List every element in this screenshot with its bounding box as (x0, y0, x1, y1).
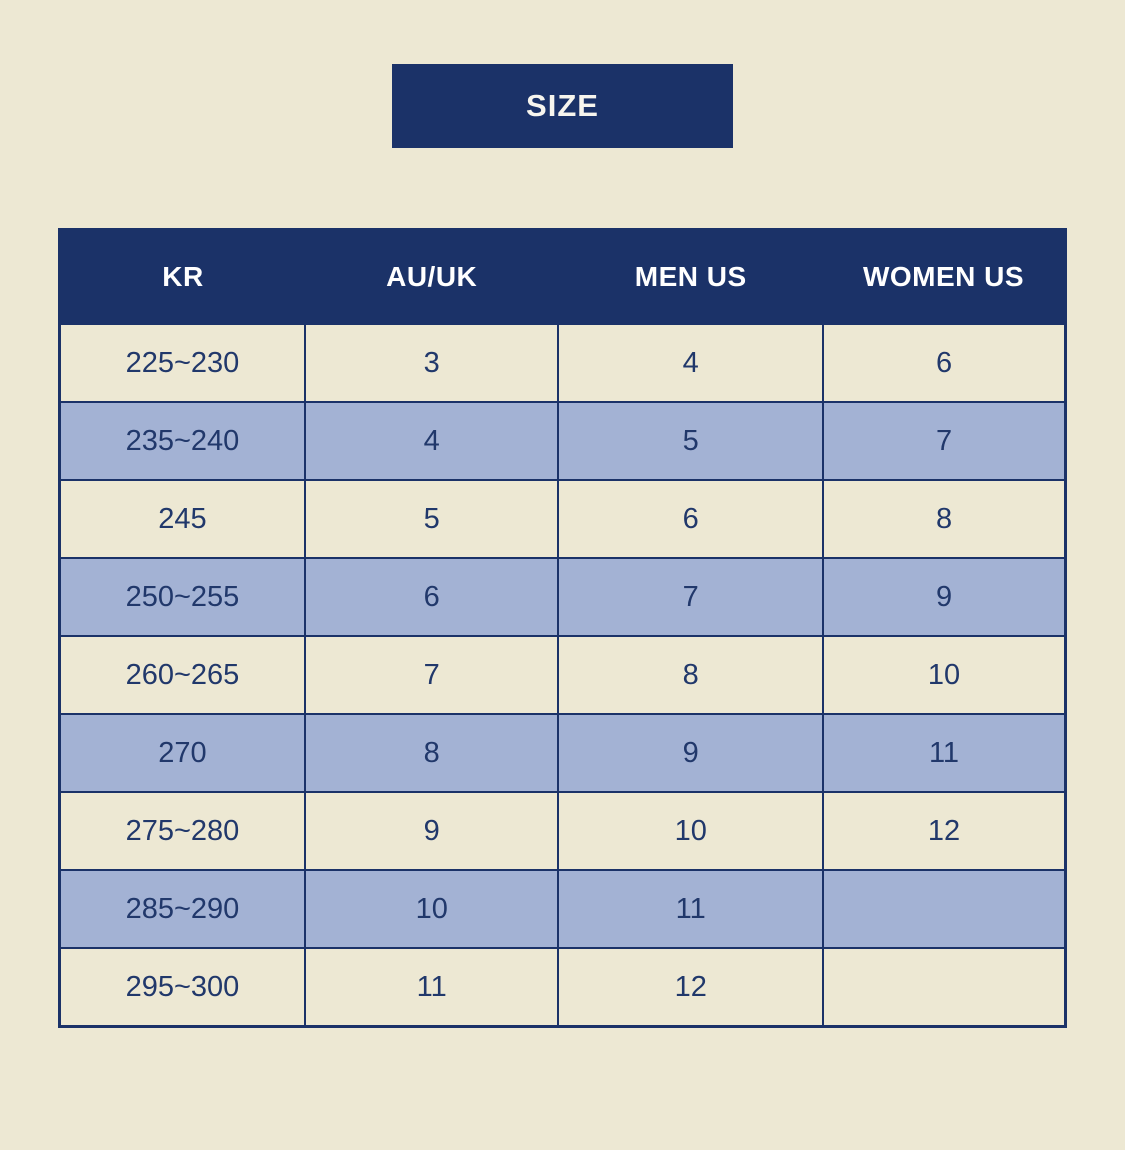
page-title: SIZE (526, 88, 599, 123)
header-cell-kr: KR (60, 230, 305, 325)
table-header-row (60, 230, 1066, 325)
cell-kr: 295~300 (60, 948, 305, 1027)
cell-men-us: 4 (558, 324, 823, 402)
cell-kr: 285~290 (60, 870, 305, 948)
cell-men-us: 10 (558, 792, 823, 870)
size-conversion-table (58, 228, 1067, 1028)
cell-auuk: 5 (305, 480, 559, 558)
table-row (60, 402, 1066, 480)
cell-auuk: 9 (305, 792, 559, 870)
cell-auuk: 6 (305, 558, 559, 636)
table-row (60, 480, 1066, 558)
cell-men-us: 5 (558, 402, 823, 480)
header-cell-women-us: WOMEN US (823, 230, 1065, 325)
cell-men-us: 6 (558, 480, 823, 558)
cell-women-us: 6 (823, 324, 1065, 402)
table-row (60, 948, 1066, 1027)
cell-women-us: 9 (823, 558, 1065, 636)
table-row (60, 324, 1066, 402)
size-table-container (58, 228, 1067, 1028)
cell-auuk: 4 (305, 402, 559, 480)
size-title-box (392, 64, 733, 148)
cell-men-us: 11 (558, 870, 823, 948)
cell-men-us: 8 (558, 636, 823, 714)
header-cell-auuk: AU/UK (305, 230, 559, 325)
cell-auuk: 8 (305, 714, 559, 792)
cell-auuk: 3 (305, 324, 559, 402)
cell-kr: 245 (60, 480, 305, 558)
cell-kr: 275~280 (60, 792, 305, 870)
cell-men-us: 9 (558, 714, 823, 792)
cell-kr: 225~230 (60, 324, 305, 402)
cell-women-us (823, 948, 1065, 1027)
cell-women-us: 10 (823, 636, 1065, 714)
cell-women-us (823, 870, 1065, 948)
cell-men-us: 12 (558, 948, 823, 1027)
size-table-body (60, 324, 1066, 1027)
cell-auuk: 7 (305, 636, 559, 714)
cell-kr: 260~265 (60, 636, 305, 714)
cell-women-us: 8 (823, 480, 1065, 558)
table-row (60, 558, 1066, 636)
table-row (60, 870, 1066, 948)
cell-auuk: 10 (305, 870, 559, 948)
cell-kr: 250~255 (60, 558, 305, 636)
cell-women-us: 11 (823, 714, 1065, 792)
header-cell-men-us: MEN US (558, 230, 823, 325)
cell-men-us: 7 (558, 558, 823, 636)
cell-women-us: 7 (823, 402, 1065, 480)
table-row (60, 714, 1066, 792)
table-row (60, 792, 1066, 870)
cell-kr: 235~240 (60, 402, 305, 480)
cell-kr: 270 (60, 714, 305, 792)
cell-auuk: 11 (305, 948, 559, 1027)
cell-women-us: 12 (823, 792, 1065, 870)
table-row (60, 636, 1066, 714)
